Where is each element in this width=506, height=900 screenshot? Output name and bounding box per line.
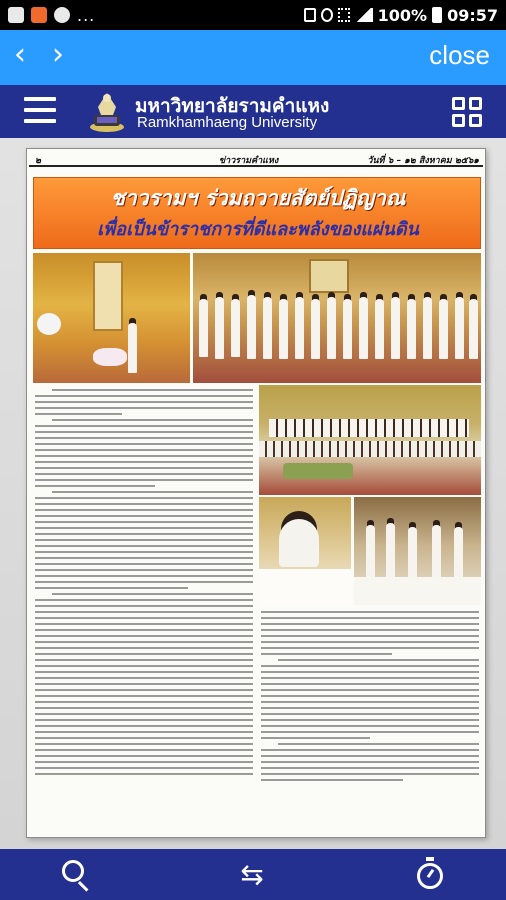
flower-arrangement	[37, 313, 61, 335]
person-figure	[279, 299, 288, 359]
document-viewer[interactable]	[0, 138, 506, 849]
battery-percentage: 100%	[377, 5, 428, 25]
person-figure	[128, 323, 137, 373]
person-figure	[279, 519, 319, 567]
table	[259, 569, 351, 605]
app-notification-icon	[31, 7, 47, 23]
close-button[interactable]: close	[429, 40, 490, 70]
audience-photo	[259, 385, 481, 495]
search-icon[interactable]	[58, 857, 94, 893]
person-figure	[327, 297, 336, 359]
person-figure	[263, 297, 272, 359]
person-figure	[407, 299, 416, 359]
seated-crowd	[259, 441, 481, 457]
grid-view-icon[interactable]	[452, 97, 482, 127]
more-notifications: ...	[77, 5, 96, 25]
person-figure	[295, 297, 304, 359]
bottom-navigation	[0, 849, 506, 900]
portrait-frame	[93, 261, 123, 331]
person-figure	[247, 295, 256, 359]
headline-banner	[33, 177, 481, 249]
signal-icon	[355, 8, 373, 22]
battery-icon	[432, 7, 442, 23]
person-figure	[423, 297, 432, 359]
menu-icon[interactable]	[24, 97, 56, 123]
stopwatch-icon[interactable]	[412, 857, 448, 893]
newspaper-name: ข่าวรามคำแหง	[219, 156, 279, 166]
person-figure	[455, 297, 464, 359]
swap-arrows-icon[interactable]: ⇆	[240, 858, 264, 891]
alarm-icon	[321, 8, 333, 22]
person-figure	[469, 299, 478, 359]
person-figure	[231, 299, 240, 357]
clock: 09:57	[447, 5, 498, 25]
status-bar	[0, 0, 506, 30]
seated-crowd	[269, 419, 469, 437]
portrait-frame	[309, 259, 349, 293]
flower-arrangement	[93, 348, 127, 366]
browser-toolbar	[0, 30, 506, 85]
university-logo	[88, 89, 126, 133]
officials-photo	[354, 497, 481, 605]
nfc-icon	[304, 8, 316, 22]
system-icons	[304, 6, 506, 25]
message-icon	[54, 7, 70, 23]
group-photo	[193, 253, 481, 383]
person-figure	[391, 297, 400, 359]
university-name-english: Ramkhamhaeng University	[137, 114, 318, 131]
headline-line-1: ชาวรามฯ ร่วมถวายสัตย์ปฏิญาณ	[110, 186, 406, 210]
chevron-left-icon[interactable]: ‹	[14, 37, 26, 72]
headline-line-2: เพื่อเป็นข้าราชการที่ดีและพลังของแผ่นดิน	[97, 219, 419, 240]
newspaper-header	[29, 151, 483, 167]
article-column-left	[35, 389, 253, 779]
person-figure	[359, 297, 368, 359]
app-header	[0, 85, 506, 138]
person-figure	[199, 299, 208, 357]
person-figure	[343, 299, 352, 359]
ceremony-photo	[33, 253, 190, 383]
newspaper-page[interactable]	[26, 148, 486, 838]
table	[354, 577, 481, 605]
person-figure	[375, 299, 384, 359]
notification-icons	[0, 6, 95, 25]
university-name-thai: มหาวิทยาลัยรามคำแหง	[135, 95, 330, 117]
page-number: ๒	[35, 156, 41, 166]
vibrate-icon	[338, 8, 350, 22]
issue-date: วันที่ ๖ – ๑๒ สิงหาคม ๒๕๖๑	[367, 156, 479, 166]
gallery-icon	[8, 7, 24, 23]
article-column-right	[261, 611, 479, 785]
signing-photo	[259, 497, 351, 605]
chevron-right-icon[interactable]: ›	[52, 37, 64, 72]
person-figure	[311, 299, 320, 359]
person-figure	[215, 297, 224, 359]
person-figure	[439, 299, 448, 359]
flower-stand	[283, 463, 353, 479]
